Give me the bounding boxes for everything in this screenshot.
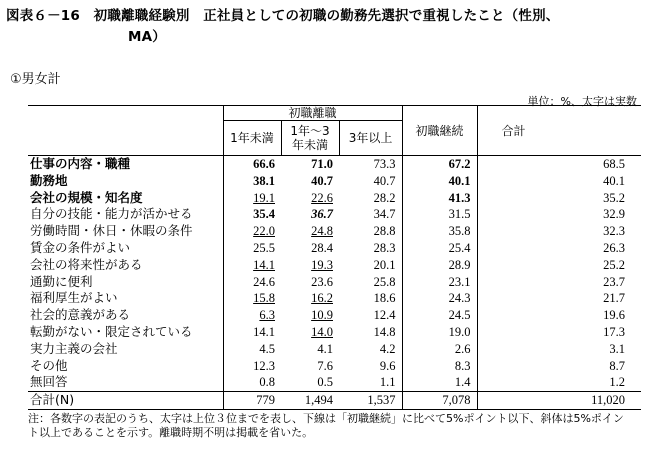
table-row	[28, 257, 641, 274]
cell-value	[402, 358, 477, 375]
cell-text: 17.3	[603, 324, 626, 339]
cell-value	[402, 240, 477, 257]
cell-value	[339, 341, 402, 358]
cell-value	[477, 173, 641, 190]
cell-text: 2.6	[454, 341, 471, 356]
cell-text: 14.8	[373, 324, 396, 339]
cell-value	[477, 341, 641, 358]
table-row	[28, 274, 641, 291]
cell-text: 71.0	[311, 157, 333, 171]
cell-text: 20.1	[373, 257, 396, 272]
cell-text: 25.8	[373, 274, 396, 289]
cell-text: 25.2	[603, 257, 626, 272]
cell-value	[339, 156, 402, 173]
cell-text: 15.8	[253, 291, 275, 306]
cell-value	[477, 190, 641, 207]
cell-text: 34.7	[373, 207, 396, 222]
cell-value	[402, 257, 477, 274]
row-label: 仕事の内容・職種	[30, 156, 131, 171]
cell-value	[223, 307, 281, 324]
row-label: 福利厚生がよい	[30, 290, 118, 306]
table-row	[28, 190, 641, 207]
table-row	[28, 324, 641, 341]
cell-value	[477, 223, 641, 240]
cell-value	[281, 240, 339, 257]
row-label: 社会的意義がある	[30, 307, 131, 323]
table-row	[28, 374, 641, 391]
cell-text: 14.1	[253, 324, 275, 339]
cell-value	[402, 324, 477, 341]
row-label: 勤務地	[30, 172, 68, 188]
cell-text: 24.6	[253, 274, 275, 289]
cell-value	[402, 190, 477, 207]
cell-text: 10.9	[311, 308, 333, 323]
cell-value	[223, 173, 281, 190]
cell-text: 28.8	[373, 224, 396, 239]
cell-text: 24.3	[448, 291, 471, 306]
row-label: 労働時間・休日・休暇の条件	[30, 223, 193, 239]
cell-value	[339, 307, 402, 324]
cell-value	[477, 307, 641, 324]
cell-value	[223, 324, 281, 341]
cell-value	[223, 290, 281, 307]
cell-text: 0.8	[259, 375, 275, 390]
cell-text: 8.3	[454, 358, 471, 373]
footnote: 注：各数字の表記のうち、太字は上位３位までを表し、下線は「初職継続」に比べて5%ポイント以下、斜体は5%ポイント以上であることを示す。離職時期不明は掲載を省いた。	[28, 412, 624, 439]
cell-value	[402, 223, 477, 240]
cell-text: 22.6	[311, 190, 333, 205]
cell-text: 14.1	[253, 257, 275, 272]
cell-text: 21.7	[603, 291, 626, 306]
header-col-2: 1年～3年未満	[281, 121, 339, 156]
cell-value	[281, 257, 339, 274]
cell-value	[339, 274, 402, 291]
cell-text: 28.9	[448, 257, 471, 272]
cell-text: 22.0	[253, 224, 275, 239]
cell-value	[223, 257, 281, 274]
cell-text: 36.7	[311, 207, 333, 222]
cell-value	[339, 240, 402, 257]
cell-text: 24.5	[448, 308, 471, 323]
header-col-5: 合計	[477, 106, 641, 156]
table-row	[28, 341, 641, 358]
cell-text: 14.0	[311, 324, 333, 339]
cell-text: 28.4	[311, 240, 333, 255]
cell-text: 12.4	[373, 308, 396, 323]
cell-value	[223, 358, 281, 375]
cell-value	[339, 324, 402, 341]
table-row	[28, 173, 641, 190]
cell-value	[223, 156, 281, 173]
cell-value	[477, 290, 641, 307]
cell-text: 68.5	[603, 157, 626, 171]
cell-value	[223, 274, 281, 291]
cell-text: 4.5	[259, 341, 275, 356]
cell-text: 32.9	[603, 207, 626, 222]
total-value: 1,537	[339, 392, 402, 410]
cell-text: 19.1	[253, 190, 275, 205]
cell-value	[402, 274, 477, 291]
cell-text: 24.8	[311, 224, 333, 239]
cell-value	[281, 324, 339, 341]
cell-text: 35.8	[448, 224, 471, 239]
row-label: 通勤に便利	[30, 273, 93, 289]
cell-value	[223, 240, 281, 257]
cell-text: 7.6	[317, 358, 333, 373]
cell-text: 67.2	[448, 157, 471, 171]
title-line-1: 図表６－16 初職離職経験別 正社員としての初職の勤務先選択で重視したこと（性別、	[6, 8, 560, 24]
row-label: 自分の技能・能力が活かせる	[30, 206, 193, 222]
cell-text: 38.1	[253, 173, 275, 188]
cell-text: 40.7	[311, 173, 333, 188]
cell-text: 40.1	[448, 173, 471, 188]
cell-text: 19.0	[448, 324, 471, 339]
table-row	[28, 290, 641, 307]
table-body	[28, 156, 641, 410]
title-line-2: MA）	[128, 29, 166, 45]
cell-value	[281, 307, 339, 324]
cell-value	[402, 374, 477, 391]
cell-text: 1.4	[454, 375, 471, 390]
cell-value	[281, 190, 339, 207]
cell-text: 32.3	[603, 224, 626, 239]
cell-text: 0.5	[317, 375, 333, 390]
cell-text: 28.3	[373, 240, 396, 255]
cell-text: 9.6	[379, 358, 396, 373]
cell-text: 26.3	[603, 240, 626, 255]
total-value: 1,494	[281, 392, 339, 410]
row-label: その他	[30, 357, 68, 373]
cell-value	[281, 290, 339, 307]
cell-value	[281, 274, 339, 291]
header-col-3: 3年以上	[339, 121, 402, 156]
cell-value	[223, 190, 281, 207]
row-label: 賃金の条件がよい	[30, 239, 131, 255]
table-row	[28, 156, 641, 173]
cell-text: 35.2	[603, 190, 626, 205]
cell-value	[477, 324, 641, 341]
cell-text: 41.3	[448, 190, 471, 205]
row-label: 会社の規模・知名度	[30, 189, 143, 205]
cell-value	[477, 358, 641, 375]
table-row	[28, 307, 641, 324]
cell-value	[223, 374, 281, 391]
total-label: 合計(N)	[28, 392, 223, 410]
data-table	[28, 105, 641, 410]
cell-text: 31.5	[448, 207, 471, 222]
figure-title	[6, 6, 642, 48]
cell-value	[477, 240, 641, 257]
cell-value	[223, 206, 281, 223]
cell-value	[477, 257, 641, 274]
cell-value	[281, 156, 339, 173]
cell-text: 23.1	[448, 274, 471, 289]
cell-value	[223, 341, 281, 358]
cell-value	[402, 206, 477, 223]
cell-value	[402, 341, 477, 358]
cell-text: 3.1	[609, 341, 626, 356]
cell-value	[281, 358, 339, 375]
cell-value	[402, 290, 477, 307]
cell-text: 4.1	[317, 341, 333, 356]
cell-text: 8.7	[609, 358, 626, 373]
cell-value	[281, 206, 339, 223]
row-label: 実力主義の会社	[30, 340, 118, 356]
cell-text: 1.2	[609, 375, 626, 390]
cell-text: 18.6	[373, 291, 396, 306]
cell-value	[339, 358, 402, 375]
row-label: 転勤がない・限定されている	[30, 323, 193, 339]
cell-text: 4.2	[379, 341, 396, 356]
cell-value	[477, 274, 641, 291]
cell-value	[339, 257, 402, 274]
cell-value	[339, 223, 402, 240]
row-label: 無回答	[30, 374, 68, 390]
cell-text: 40.1	[603, 173, 626, 188]
cell-text: 19.6	[603, 308, 626, 323]
cell-value	[281, 173, 339, 190]
cell-text: 25.4	[448, 240, 471, 255]
unit-note: 単位：%、太字は実数	[527, 95, 637, 108]
cell-text: 12.3	[253, 358, 275, 373]
cell-value	[339, 290, 402, 307]
cell-value	[402, 156, 477, 173]
cell-value	[402, 173, 477, 190]
cell-text: 25.5	[253, 240, 275, 255]
cell-text: 19.3	[311, 257, 333, 272]
cell-value	[339, 173, 402, 190]
cell-value	[281, 374, 339, 391]
cell-value	[281, 341, 339, 358]
cell-value	[477, 374, 641, 391]
cell-value	[477, 156, 641, 173]
cell-text: 40.7	[373, 173, 396, 188]
cell-text: 23.6	[311, 274, 333, 289]
header-group-label: 初職離職	[223, 106, 402, 121]
total-row	[28, 392, 641, 410]
cell-text: 28.2	[373, 190, 396, 205]
table-row	[28, 223, 641, 240]
cell-value	[281, 223, 339, 240]
header-col-1: 1年未満	[223, 121, 281, 156]
cell-text: 6.3	[259, 308, 275, 323]
cell-value	[339, 190, 402, 207]
cell-text: 35.4	[253, 207, 275, 222]
table-row	[28, 240, 641, 257]
cell-value	[477, 206, 641, 223]
cell-value	[402, 307, 477, 324]
cell-value	[223, 223, 281, 240]
cell-text: 16.2	[311, 291, 333, 306]
header-col-4: 初職継続	[402, 106, 477, 156]
cell-value	[339, 374, 402, 391]
cell-text: 73.3	[373, 157, 396, 171]
table-row	[28, 358, 641, 375]
cell-value	[339, 206, 402, 223]
cell-text: 23.7	[603, 274, 626, 289]
cell-text: 1.1	[379, 375, 396, 390]
section-heading: ①男女計	[10, 72, 61, 87]
total-value: 11,020	[477, 392, 641, 410]
total-value: 779	[223, 392, 281, 410]
table-row	[28, 206, 641, 223]
row-label: 会社の将来性がある	[30, 256, 143, 272]
total-value: 7,078	[402, 392, 477, 410]
cell-text: 66.6	[253, 157, 275, 171]
